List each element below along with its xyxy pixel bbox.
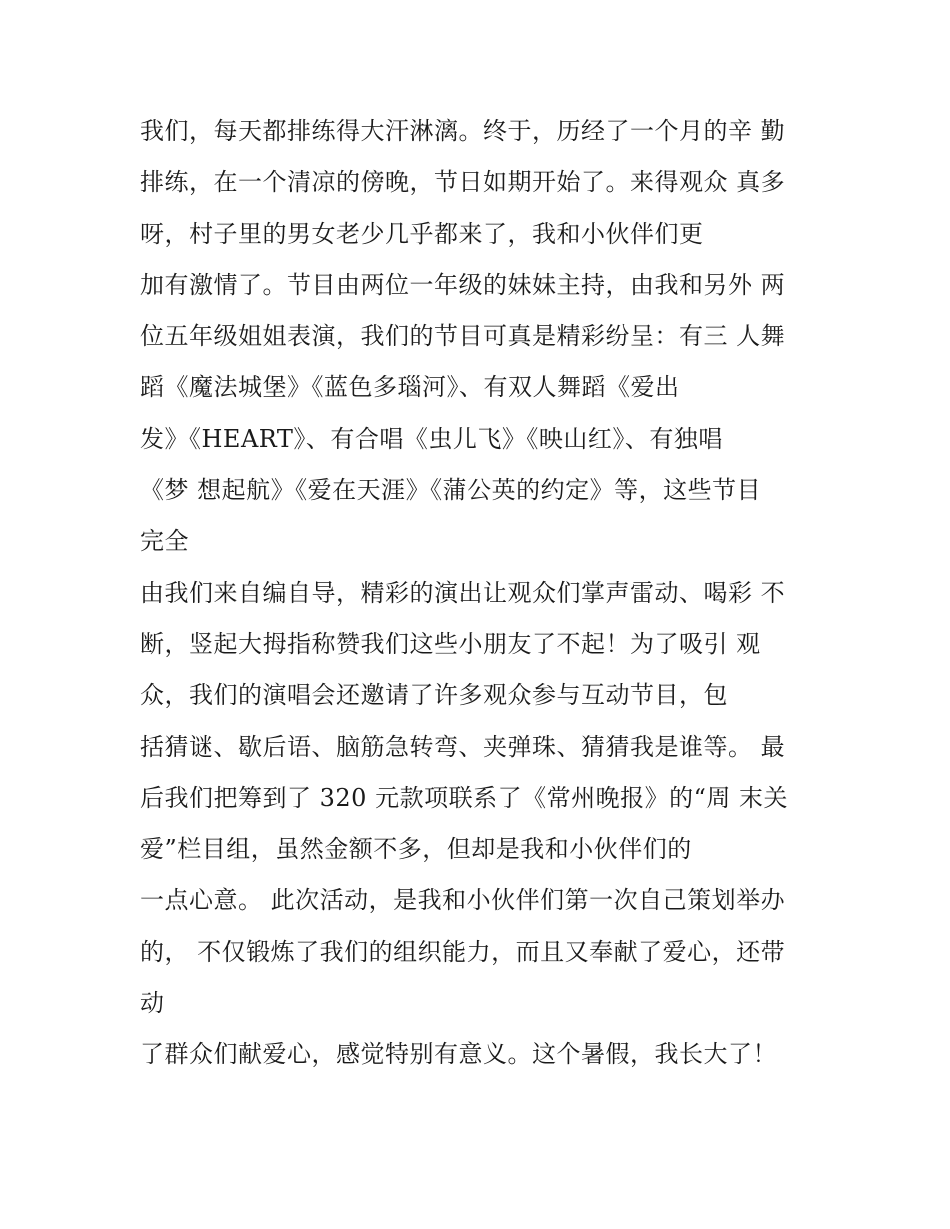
text-line: 蹈《魔法城堡》《蓝色多瑙河》、有双人舞蹈《爱出 (140, 373, 680, 402)
text-line: 断，竖起大拇指称赞我们这些小朋友了不起！为了吸引 观 (140, 629, 761, 658)
body-text (140, 106, 820, 1081)
text-line: 的， 不仅锻炼了我们的组织能力，而且又奉献了爱心，还带 (140, 937, 786, 966)
text-line: 了群众们献爱心，感觉特别有意义。这个暑假，我长大了！ (140, 1040, 777, 1069)
text-line: 发》《HEART》、有合唱《虫儿飞》《映山红》、有独唱 (140, 424, 723, 453)
text-line: 后我们把筹到了 320 元款项联系了《常州晚报》的“周 末关 (140, 783, 788, 812)
text-line: 一点心意。 此次活动，是我和小伙伴们第一次自己策划举办 (140, 886, 786, 915)
text-line: 位五年级姐姐表演，我们的节目可真是精彩纷呈：有三 人舞 (140, 322, 786, 351)
text-line: 括猜谜、歇后语、脑筋急转弯、夹弹珠、猜猜我是谁等。 最 (140, 732, 786, 761)
text-line: 呀，村子里的男女老少几乎都来了，我和小伙伴们更 (140, 219, 704, 248)
text-line: 爱”栏目组，虽然金额不多，但却是我和小伙伴们的 (140, 835, 692, 864)
text-line: 我们，每天都排练得大汗淋漓。终于，历经了一个月的辛 勤 (140, 117, 786, 145)
text-line: 众，我们的演唱会还邀请了许多观众参与互动节目，包 (140, 681, 728, 710)
text-line: 《梦 想起航》《爱在天涯》《蒲公英的约定》等，这些节目 (140, 476, 762, 505)
text-line: 排练，在一个清凉的傍晚，节日如期开始了。来得观众 真多 (140, 168, 786, 197)
text-line: 完全 (140, 527, 189, 556)
text-line: 动 (140, 989, 165, 1018)
text-line: 加有激情了。节目由两位一年级的妹妹主持，由我和另外 两 (140, 270, 786, 299)
text-line: 由我们来自编自导，精彩的演出让观众们掌声雷动、喝彩 不 (140, 578, 786, 607)
